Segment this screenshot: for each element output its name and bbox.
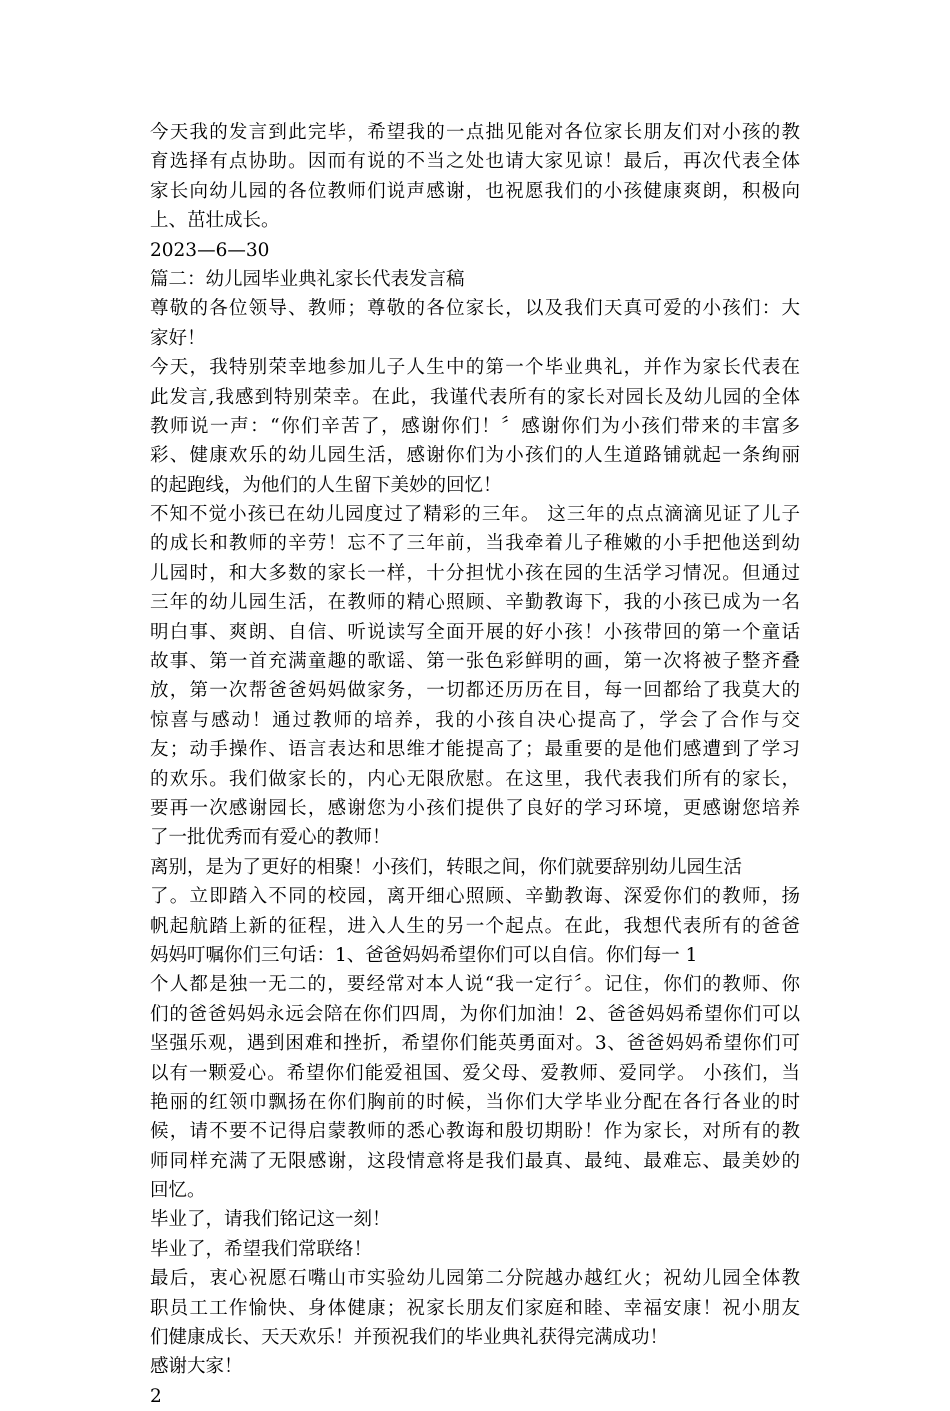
text-line: 放，第一次帮爸爸妈妈做家务，一切都还历历在目，每一回都给了我莫大的 — [150, 680, 800, 702]
text-line: 今天我的发言到此完毕，希望我的一点拙见能对各位家长朋友们对小孩的教 — [150, 122, 800, 143]
text-line: 回忆。 — [150, 1180, 206, 1202]
text-line: 妈妈叮嘱你们三句话：1、爸爸妈妈希望你们可以自信。你们每一 1 — [150, 944, 698, 966]
text-line: 了一批优秀而有爱心的教师！ — [150, 827, 391, 849]
text-line: 要再一次感谢园长，感谢您为小孩们提供了良好的学习环境，更感谢您培养 — [150, 797, 800, 819]
text-line: 职员工工作愉快、身体健康；祝家长朋友们家庭和睦、幸福安康！祝小朋友 — [150, 1297, 800, 1319]
text-line: 们的爸爸妈妈永远会陪在你们四周，为你们加油！2、爸爸妈妈希望你们可以 — [150, 1003, 800, 1025]
text-line: 此发言,我感到特别荣幸。在此，我谨代表所有的家长对园长及幼儿园的全体 — [150, 386, 800, 408]
text-line: 不知不觉小孩已在幼儿园度过了精彩的三年。 这三年的点点滴滴见证了儿子 — [150, 504, 800, 526]
text-line: 明白事、爽朗、自信、听说读写全面开展的好小孩！小孩带回的第一个童话 — [150, 621, 800, 643]
text-line: 以有一颗爱心。希望你们能爱祖国、爱父母、爱教师、爱同学。 小孩们，当 — [150, 1062, 800, 1084]
text-line: 儿园时，和大多数的家长一样，十分担忧小孩在园的生活学习情况。但通过 — [150, 562, 800, 584]
text-line: 教师说一声：“你们辛苦了，感谢你们！〞感谢你们为小孩们带来的丰富多 — [150, 415, 800, 437]
text-line: 艳丽的红领巾飘扬在你们胸前的时候，当你们大学毕业分配在各行各业的时 — [150, 1091, 800, 1113]
text-line: 2023—6—30 — [150, 239, 270, 261]
text-line: 彩、健康欢乐的幼儿园生活，感谢你们为小孩们的人生道路铺就起一条绚丽 — [150, 445, 800, 467]
text-line: 今天，我特别荣幸地参加儿子人生中的第一个毕业典礼，并作为家长代表在 — [150, 357, 800, 379]
text-line: 故事、第一首充满童趣的歌谣、第一张色彩鲜明的画，第一次将被子整齐叠 — [150, 651, 800, 673]
text-line: 毕业了，希望我们常联络！ — [150, 1238, 373, 1260]
text-line: 师同样充满了无限感谢，这段情意将是我们最真、最纯、最难忘、最美妙的 — [150, 1150, 800, 1172]
text-line: 离别，是为了更好的相聚！小孩们，转眼之间，你们就要辞别幼儿园生活 — [150, 856, 743, 878]
text-line: 毕业了，请我们铭记这一刻！ — [150, 1209, 391, 1231]
text-line: 最后，衷心祝愿石嘴山市实验幼儿园第二分院越办越红火；祝幼儿园全体教 — [150, 1268, 800, 1290]
text-line: 帆起航踏上新的征程，进入人生的另一个起点。在此，我想代表所有的爸爸 — [150, 915, 800, 937]
document-page — [150, 118, 800, 1411]
text-line: 三年的幼儿园生活，在教师的精心照顾、辛勤教诲下，我的小孩已成为一名 — [150, 592, 800, 614]
text-line: 的成长和教师的辛劳！忘不了三年前，当我牵着儿子稚嫩的小手把他送到幼 — [150, 533, 800, 555]
text-line: 上、茁壮成长。 — [150, 210, 280, 232]
text-line: 坚强乐观，遇到困难和挫折，希望你们能英勇面对。3、爸爸妈妈希望你们可 — [150, 1033, 800, 1055]
text-line: 惊喜与感动！通过教师的培养，我的小孩自决心提高了，学会了合作与交 — [150, 709, 800, 731]
text-line: 感谢大家！ — [150, 1356, 243, 1378]
text-line: 的欢乐。我们做家长的，内心无限欣慰。在这里，我代表我们所有的家长， — [150, 768, 800, 790]
text-line: 友；动手操作、语言表达和思维才能提高了；最重要的是他们感遭到了学习 — [150, 739, 800, 761]
text-line: 育选择有点协助。因而有说的不当之处也请大家见谅！最后，再次代表全体 — [150, 151, 800, 173]
text-line: 了。立即踏入不同的校园，离开细心照顾、辛勤教诲、深爱你们的教师，扬 — [150, 886, 800, 908]
text-line: 篇二：幼儿园毕业典礼家长代表发言稿 — [150, 268, 465, 290]
text-line: 候，请不要不记得启蒙教师的悉心教诲和殷切期盼！作为家长，对所有的教 — [150, 1121, 800, 1143]
text-line: 个人都是独一无二的，要经常对本人说“我一定行〞。记住，你们的教师、你 — [150, 974, 800, 996]
text-line: 们健康成长、天天欢乐！并预祝我们的毕业典礼获得完满成功！ — [150, 1327, 669, 1349]
text-line: 的起跑线，为他们的人生留下美妙的回忆！ — [150, 474, 502, 496]
text-line: 家长向幼儿园的各位教师们说声感谢，也祝愿我们的小孩健康爽朗，积极向 — [150, 180, 800, 202]
text-line: 家好！ — [150, 327, 206, 349]
text-line: 2 — [150, 1385, 162, 1407]
text-line: 尊敬的各位领导、教师；尊敬的各位家长，以及我们天真可爱的小孩们：大 — [150, 298, 800, 320]
